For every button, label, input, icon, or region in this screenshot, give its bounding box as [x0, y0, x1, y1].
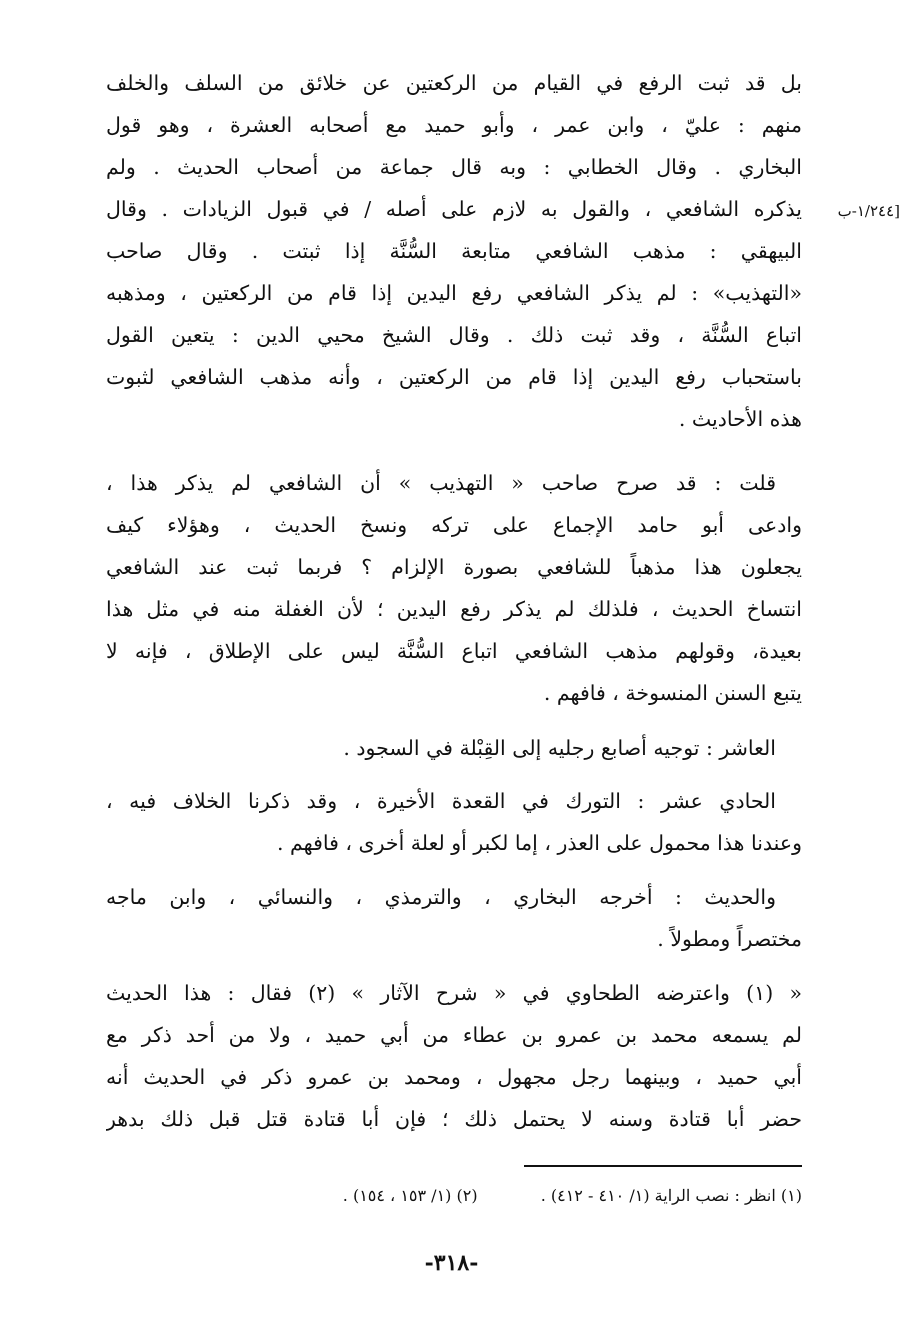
text-line: بل قد ثبت الرفع في القيام من الركعتين عن خلائق من السلف والخلف [106, 71, 802, 95]
footnote-separator [524, 1165, 802, 1167]
paragraph-6 [106, 972, 802, 1140]
paragraph-3 [106, 727, 802, 769]
page-number: -٣١٨- [424, 1250, 479, 1276]
text-line: البيهقي : مذهب الشافعي متابعة السُّنَّة إذا ثبتت . وقال صاحب [106, 239, 802, 263]
text-line: العاشر : توجيه أصابع رجليه إلى القِبْلة في السجود . [343, 736, 776, 760]
paragraph-4 [106, 780, 802, 864]
text-line: وادعى أبو حامد الإجماع على تركه ونسخ الحديث ، وهؤلاء كيف [106, 513, 802, 537]
text-line: البخاري . وقال الخطابي : وبه قال جماعة من أصحاب الحديث . ولم [106, 155, 802, 179]
footnote-2: (٢) (١/ ١٥٣ ، ١٥٤) . [342, 1186, 478, 1205]
text-line: يذكره الشافعي ، والقول به لازم على أصله / في قبول الزيادات . وقال [106, 197, 802, 221]
text-line: وعندنا هذا محمول على العذر ، إما لكبر أو لعلة أخرى ، فافهم . [276, 831, 802, 855]
text-line: حضر أبا قتادة وسنه لا يحتمل ذلك ؛ فإن أبا قتادة قتل قبل ذلك بدهر [106, 1107, 802, 1131]
text-line: «التهذيب» : لم يذكر الشافعي رفع اليدين إذا قام من الركعتين ، ومذهبه [106, 281, 802, 305]
text-line: لم يسمعه محمد بن عمرو بن عطاء من أبي حميد ، ولا من أحد ذكر مع [106, 1023, 802, 1047]
paragraph-5 [106, 876, 802, 960]
text-line: يتبع السنن المنسوخة ، فافهم . [543, 681, 802, 705]
text-line: الحادي عشر : التورك في القعدة الأخيرة ، وقد ذكرنا الخلاف فيه ، [106, 789, 776, 813]
text-line: مختصراً ومطولاً . [657, 927, 802, 951]
footnote-1: (١) انظر : نصب الراية (١/ ٤١٠ - ٤١٢) . [540, 1186, 802, 1205]
text-line: والحديث : أخرجه البخاري ، والترمذي ، والنسائي ، وابن ماجه [106, 885, 776, 909]
margin-manuscript-reference: [١/٢٤٤-ب [837, 202, 900, 220]
text-line: « (١) واعترضه الطحاوي في « شرح الآثار » (٢) فقال : هذا الحديث [106, 981, 802, 1005]
footnotes [106, 1178, 802, 1214]
text-line: أبي حميد ، وبينهما رجل مجهول ، ومحمد بن عمرو ذكر في الحديث أنه [106, 1065, 802, 1089]
text-line: اتباع السُّنَّة ، وقد ثبت ذلك . وقال الشيخ محيي الدين : يتعين القول [106, 323, 802, 347]
text-line: قلت : قد صرح صاحب « التهذيب » أن الشافعي لم يذكر هذا ، [106, 471, 776, 495]
text-line: باستحباب رفع اليدين إذا قام من الركعتين ، وأنه مذهب الشافعي لثبوت [106, 365, 802, 389]
text-line: منهم : عليّ ، وابن عمر ، وأبو حميد مع أصحابه العشرة ، وهو قول [106, 113, 802, 137]
text-line: يجعلون هذا مذهباً للشافعي بصورة الإلزام ؟ فربما ثبت عند الشافعي [106, 555, 802, 579]
paragraph-2 [106, 462, 802, 714]
text-line: هذه الأحاديث . [678, 407, 802, 431]
paragraph-1 [106, 62, 802, 440]
text-line: انتساخ الحديث ، فلذلك لم يذكر رفع اليدين ؛ لأن الغفلة منه في مثل هذا [106, 597, 802, 621]
text-line: بعيدة، وقولهم مذهب الشافعي اتباع السُّنَّة ليس على الإطلاق ، فإنه لا [106, 639, 802, 663]
